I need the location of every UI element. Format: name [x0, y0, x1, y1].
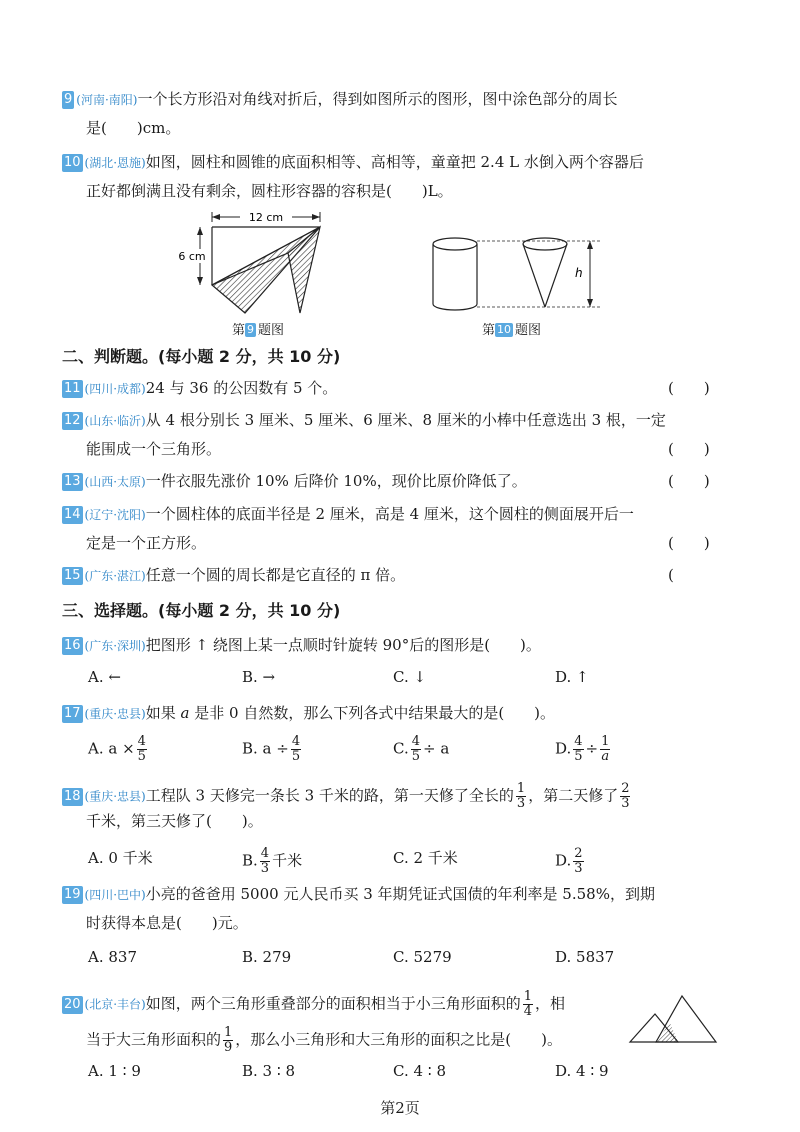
figure-10-diagram	[425, 232, 605, 317]
option-b[interactable]: B. $\frac{4}{3}$ 千米	[242, 846, 303, 876]
question-12-line2: 能围成一个三角形。	[86, 440, 222, 458]
option-d[interactable]: D. $\frac{2}{3}$	[555, 846, 583, 876]
question-14-line2: 定是一个正方形。	[86, 534, 207, 552]
question-15: 15 (广东·湛江)任意一个圆的周长都是它直径的 π 倍。	[64, 566, 406, 584]
option-d[interactable]: D. 5837	[555, 948, 615, 966]
option-a[interactable]: A. 837	[88, 948, 137, 966]
question-16: 16 (广东·深圳)把图形 ↑ 绕图上某一点顺时针旋转 90°后的图形是( )。	[64, 636, 541, 654]
question-source: (河南·南阳)	[76, 93, 138, 107]
question-19-line2: 时获得本息是( )元。	[86, 914, 248, 932]
answer-blank[interactable]: ( )	[668, 379, 710, 397]
option-d[interactable]: D. ↑	[555, 668, 589, 686]
answer-blank[interactable]: ( )	[668, 534, 710, 552]
option-a[interactable]: A. a × $\frac{4}{5}$	[88, 734, 146, 764]
option-b[interactable]: B. 279	[242, 948, 292, 966]
question-18-line2: 千米，第三天修了( )。	[86, 812, 263, 830]
question-number-badge: 9	[64, 92, 73, 107]
section-judgement-heading: 二、判断题。(每小题 2 分，共 10 分)	[62, 347, 341, 366]
option-c[interactable]: C. ↓	[393, 668, 427, 686]
question-19: 19 (四川·巴中)小亮的爸爸用 5000 元人民币买 3 年期凭证式国债的年利率是 5.58%，到期	[64, 885, 655, 903]
question-10-line2: 正好都倒满且没有剩余，圆柱形容器的容积是( )L。	[86, 182, 453, 200]
option-d[interactable]: D. 4 ∶ 9	[555, 1062, 609, 1080]
option-a[interactable]: A. ←	[88, 668, 121, 686]
question-14: 14 (辽宁·沈阳)一个圆柱体的底面半径是 2 厘米，高是 4 厘米，这个圆柱的侧面展开后一	[64, 505, 634, 523]
figure-9-caption: 第 9 题图	[232, 323, 285, 338]
question-17: 17 (重庆·忠县)如果 a 是非 0 自然数，那么下列各式中结果最大的是( )。	[64, 704, 556, 722]
question-20: 20 (北京·丰台)如图，两个三角形重叠部分的面积相当于小三角形面积的 $\frac{1}{4}$ ，相	[64, 989, 566, 1019]
option-c[interactable]: C. 2 千米	[393, 849, 458, 867]
width-label: 12 cm	[248, 211, 284, 224]
answer-blank[interactable]: ( )	[668, 440, 710, 458]
shaded-region-right	[288, 227, 320, 313]
figure-10-caption: 第 10 题图	[482, 323, 542, 338]
cylinder-top	[433, 238, 477, 250]
option-c[interactable]: C. $\frac{4}{5}$ ÷ a	[393, 734, 450, 764]
overlap-region	[656, 1023, 678, 1042]
question-9-line2: 是( )cm。	[86, 119, 181, 137]
option-c[interactable]: C. 5279	[393, 948, 452, 966]
height-h-label: h	[575, 266, 583, 280]
question-10	[62, 151, 644, 174]
cone-top	[523, 238, 567, 250]
option-a[interactable]: A. 1 ∶ 9	[88, 1062, 141, 1080]
question-number-badge: 10	[64, 155, 81, 170]
question-text: 如图，圆柱和圆锥的底面积相等、高相等，童童把 2.4 L 水倒入两个容器后	[145, 153, 644, 171]
option-b[interactable]: B. 3 ∶ 8	[242, 1062, 296, 1080]
answer-blank[interactable]: (	[668, 566, 704, 584]
answer-blank[interactable]: ( )	[668, 472, 710, 490]
cylinder-bottom	[433, 304, 477, 310]
figure-9-diagram	[170, 205, 345, 325]
option-b[interactable]: B. →	[242, 668, 276, 686]
option-a[interactable]: A. 0 千米	[88, 849, 153, 867]
option-d[interactable]: D. $\frac{4}{5}$ ÷ $\frac{1}{a}$	[555, 734, 610, 764]
option-c[interactable]: C. 4 ∶ 8	[393, 1062, 447, 1080]
question-20-line2: 当于大三角形面积的 $\frac{1}{9}$ ，那么小三角形和大三角形的面积之比是( )。	[86, 1025, 563, 1055]
option-b[interactable]: B. a ÷ $\frac{4}{5}$	[242, 734, 301, 764]
page-number: 第2页	[380, 1099, 420, 1117]
question-11: 11 (四川·成都)24 与 36 的公因数有 5 个。	[64, 379, 338, 397]
question-source: (湖北·恩施)	[84, 156, 146, 170]
question-13: 13 (山西·太原)一件衣服先涨价 10% 后降价 10%，现价比原价降低了。	[64, 472, 527, 490]
figure-20-triangles	[622, 992, 720, 1048]
height-label: 6 cm	[178, 250, 206, 263]
question-9	[62, 88, 617, 111]
section-choice-heading: 三、选择题。(每小题 2 分，共 10 分)	[62, 601, 341, 620]
question-text: 一个长方形沿对角线对折后，得到如图所示的图形，图中涂色部分的周长	[137, 90, 618, 108]
question-18: 18 (重庆·忠县)工程队 3 天修完一条长 3 千米的路，第一天修了全长的 $\frac{1}{3}$ ，第二天修了 $\frac{2}{3}$	[64, 781, 630, 811]
question-12: 12 (山东·临沂)从 4 根分别长 3 厘米、5 厘米、6 厘米、8 厘米的小棒中任意选出 3 根，一定	[64, 411, 666, 429]
